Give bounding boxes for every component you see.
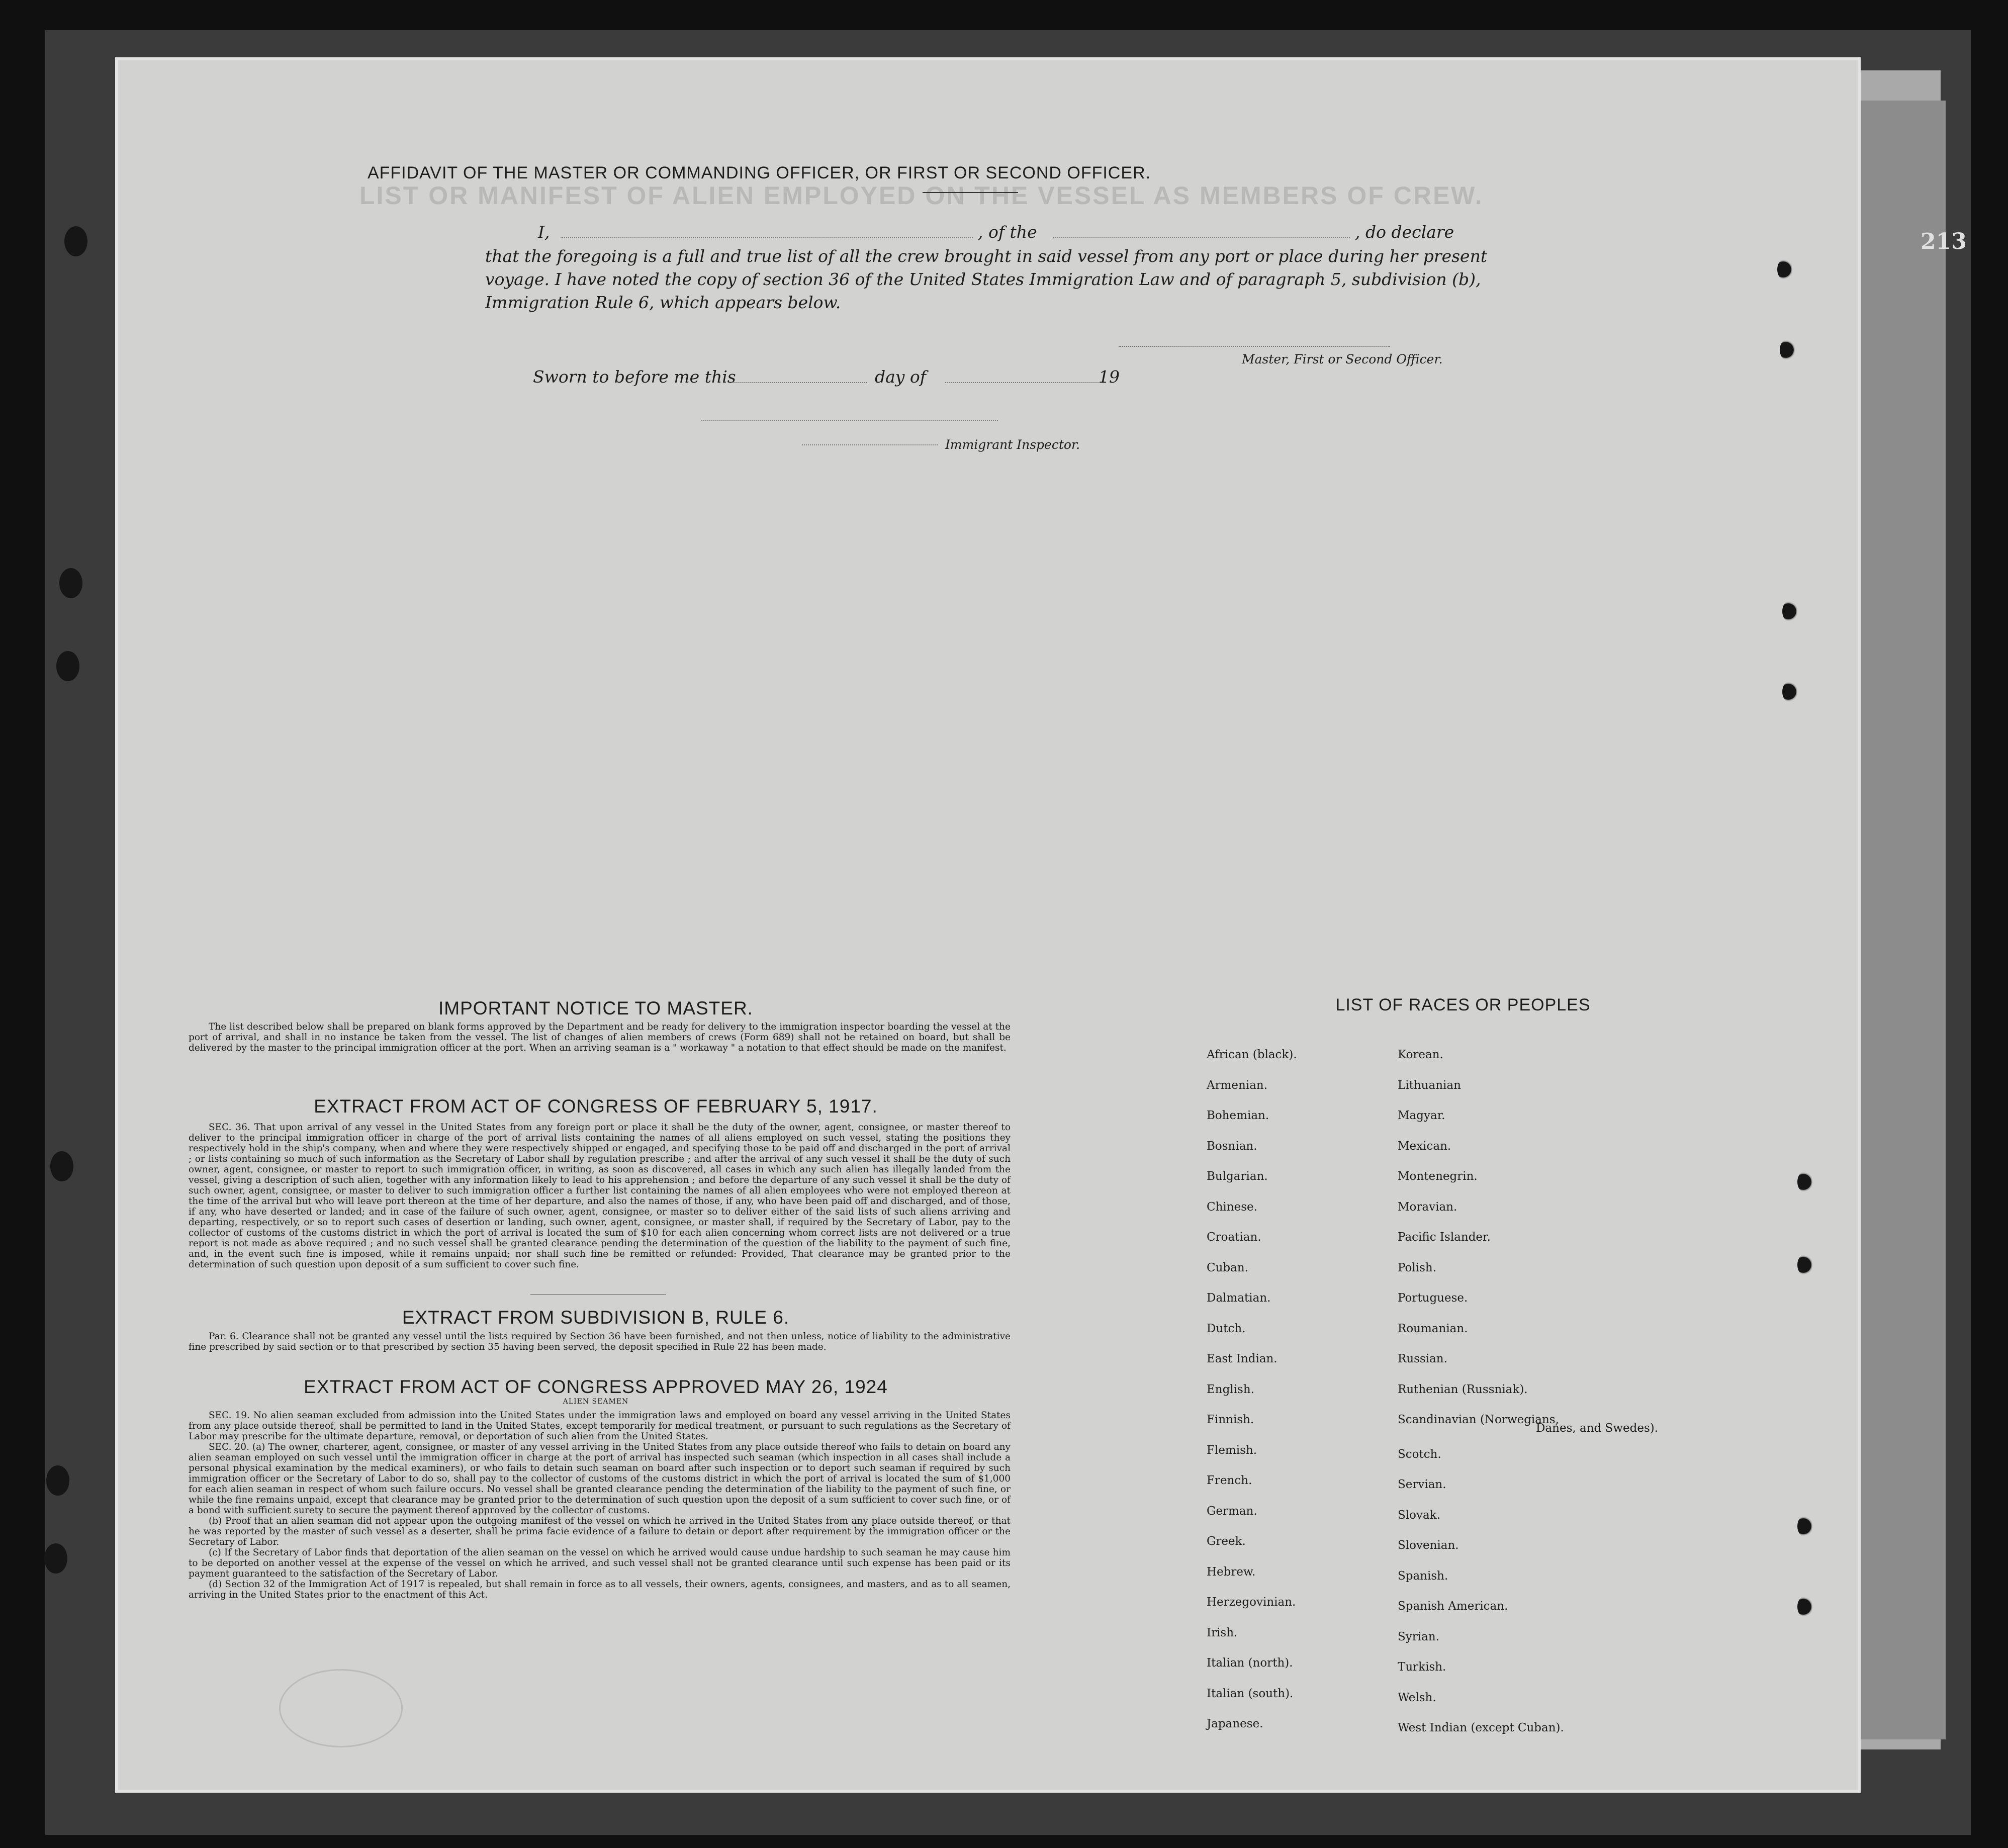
binder-hole-icon	[1782, 601, 1797, 622]
race-item: Italian (north).	[1207, 1656, 1293, 1670]
race-item: Scotch.	[1398, 1448, 1441, 1461]
inspector-signature-blank	[802, 444, 938, 445]
race-item: Finnish.	[1207, 1413, 1254, 1426]
binder-hole-icon	[56, 651, 79, 681]
race-item: German.	[1207, 1505, 1257, 1518]
binder-hole-icon	[1797, 1596, 1812, 1617]
race-item: Scandinavian (Norwegians,	[1398, 1413, 1559, 1426]
race-item: Ruthenian (Russniak).	[1398, 1383, 1528, 1396]
binder-hole-icon	[1777, 259, 1792, 280]
extract-1917-title: EXTRACT FROM ACT OF CONGRESS OF FEBRUARY 5, 1917.	[314, 1096, 878, 1117]
race-item: Servian.	[1398, 1478, 1446, 1491]
extract-rule6-title: EXTRACT FROM SUBDIVISION B, RULE 6.	[402, 1307, 790, 1328]
race-item: Dalmatian.	[1207, 1291, 1271, 1305]
affidavit-title: AFFIDAVIT OF THE MASTER OR COMMANDING OFFICER, OR FIRST OR SECOND OFFICER.	[367, 163, 1151, 182]
race-item: Korean.	[1398, 1048, 1443, 1061]
race-item: Hebrew.	[1207, 1565, 1256, 1579]
race-item: Slovak.	[1398, 1509, 1440, 1522]
inspector-caption: Immigrant Inspector.	[945, 437, 1080, 452]
binder-hole-icon	[46, 1465, 69, 1496]
race-item: Montenegrin.	[1398, 1170, 1478, 1183]
notice-title: IMPORTANT NOTICE TO MASTER.	[438, 998, 753, 1019]
race-item: Slovenian.	[1398, 1539, 1459, 1552]
race-item: Chinese.	[1207, 1200, 1257, 1214]
sworn-month-blank	[945, 382, 1106, 383]
sworn-day-blank	[732, 382, 867, 383]
vessel-blank	[1053, 237, 1350, 238]
extract-1924-title: EXTRACT FROM ACT OF CONGRESS APPROVED MAY 26, 1924	[304, 1376, 888, 1397]
race-item: Bulgarian.	[1207, 1170, 1268, 1183]
signature-blank	[1119, 346, 1390, 347]
extract-1924-subtitle: ALIEN SEAMEN	[563, 1398, 629, 1406]
bleed-through-heading: LIST OR MANIFEST OF ALIEN EMPLOYED ON THE VESSEL AS MEMBERS OF CREW.	[359, 181, 1484, 210]
inspector-line	[701, 420, 998, 421]
race-item: Mexican.	[1398, 1140, 1451, 1153]
race-item: Moravian.	[1398, 1200, 1457, 1214]
affidavit-i: I,	[538, 222, 550, 242]
year-prefix: 19	[1099, 367, 1120, 387]
affidavit-declare: , do declare	[1355, 222, 1454, 242]
race-item: Cuban.	[1207, 1261, 1248, 1274]
race-item: Herzegovinian.	[1207, 1596, 1296, 1609]
race-item: Spanish.	[1398, 1569, 1448, 1583]
races-title: LIST OF RACES OR PEOPLES	[1335, 995, 1591, 1014]
race-item: Turkish.	[1398, 1660, 1446, 1674]
name-blank	[561, 237, 973, 238]
race-item: Flemish.	[1207, 1444, 1257, 1457]
extract-1924-text: SEC. 19. No alien seaman excluded from admission into the United States under the immigration laws and employed on board any vessel arriving in the United States from any place outside thereof, shall be permitted to land in the United States, except temporarily for medical treatment, or pursuant to such regulations as the Secretary of Labor may prescribe for the ultimate departure, removal, or deportation of such alien from the United States. SEC. 20. (a) The owner, charterer, agent, consignee, or master of any vessel arriving in the United States from any place outside thereof who fails to detain on board any alien seaman employed on such vessel until the immigration officer in charge at the port of arrival has inspected such seaman (which inspection in all cases shall include a personal physical examination by the medical examiners), or who fails to detain such seaman on board after such inspection or to deport such seaman if required by such immigration officer or the Secretary of Labor to do so, shall pay to the collector of customs of the customs district in which the port of arrival is located the sum of $1,000 for each alien seaman in respect of whom such failure occurs. No vessel shall be granted clearance pending the determination of the liability to the payment of such fine, or while the fine remains unpaid, except that clearance may be granted prior to the determination of such question upon the deposit of a sum sufficient to cover such fine, or of a bond with sufficient surety to secure the payment thereof approved by the collector of customs. (b) Proof that an alien seaman did not appear upon the outgoing manifest of the vessel on which he arrived in the United States from any place outside thereof, or that he was reported by the master of such vessel as a deserter, shall be prima facie evidence of a failure to detain or deport after requirement by the immigration officer or the Secretary of Labor. (c) If the Secretary of Labor finds that deportation of the alien seaman on the vessel on which he arrived would cause undue hardship to such seaman he may cause him to be deported on another vessel at the expense of the vessel on which he arrived, and such vessel shall not be granted clearance until such expense has been paid or its payment guaranteed to the satisfaction of the Secretary of Labor. (d) Section 32 of the Immigration Act of 1917 is repealed, but shall remain in force as to all vessels, their owners, agents, consignees, and masters, and as to all seamen, arriving in the United States prior to the enactment of this Act.	[189, 1410, 1011, 1600]
race-item: Bohemian.	[1207, 1109, 1269, 1122]
race-item: Spanish American.	[1398, 1600, 1508, 1613]
race-item: Pacific Islander.	[1398, 1231, 1491, 1244]
binder-hole-icon	[1797, 1516, 1812, 1537]
race-item: East Indian.	[1207, 1352, 1277, 1365]
race-item: Dutch.	[1207, 1322, 1246, 1335]
race-item: Roumanian.	[1398, 1322, 1468, 1335]
affidavit-line-3: voyage. I have noted the copy of section 36 of the United States Immigration Law and of paragraph 5, subdivision (b),	[485, 269, 1481, 289]
race-item: Polish.	[1398, 1261, 1437, 1274]
title-underline	[923, 192, 1018, 193]
binder-hole-icon	[1782, 681, 1797, 702]
race-item: Portuguese.	[1398, 1291, 1468, 1305]
extract-1917-text: SEC. 36. That upon arrival of any vessel in the United States from any foreign port or place it shall be the duty of the owner, agent, consignee, or master thereof to deliver to the principal immigration officer in charge of the port of arrival lists containing the names of all aliens employed on such vessel, stating the positions they respectively hold in the ship's company, when and where they were respectively shipped or engaged, and specifying those to be paid off and discharged in the port of arrival ; or lists containing so much of such information as the Secretary of Labor shall by regulation prescribe ; and after the arrival of any such vessel it shall be the duty of such owner, agent, consignee, or master to report to such immigration officer, in writing, as soon as discovered, all cases in which any such alien has illegally landed from the vessel, giving a description of such alien, together with any information likely to lead to his apprehension ; and before the departure of any such vessel it shall be the duty of such owner, agent, consignee, or master to deliver to such immigration officer a further list containing the names of all alien employees who were not employed thereon at the time of the arrival but who will leave port thereon at the time of her departure, and also the names of those, if any, who have been paid off and discharged, and of those, if any, who have deserted or landed; and in case of the failure of such owner, agent, consignee, or master so to deliver either of the said lists of such aliens arriving and departing, respectively, or so to report such cases of desertion or landing, such owner, agent, consignee, or master shall, if required by the Secretary of Labor, pay to the collector of customs of the customs district in which the port of arrival is located the sum of $10 for each alien concerning whom correct lists are not delivered or a true report is not made as above required ; and no such vessel shall be granted clearance pending the determination of the question of the liability to the payment of such fine, and, in the event such fine is imposed, while it remains unpaid; nor shall such fine be remitted or refunded: Provided, That clearance may be granted prior to the determination of such question upon deposit of a sum sufficient to cover such fine.	[189, 1122, 1011, 1270]
faded-stamp	[279, 1669, 403, 1747]
race-item: English.	[1207, 1383, 1254, 1396]
race-continuation: Danes, and Swedes).	[1536, 1422, 1659, 1435]
binder-hole-icon	[59, 568, 82, 598]
affidavit-line-4: Immigration Rule 6, which appears below.	[485, 293, 841, 312]
race-item: French.	[1207, 1474, 1252, 1487]
sworn-text: Sworn to before me this	[533, 367, 736, 387]
day-of-text: day of	[875, 367, 927, 387]
race-item: Russian.	[1398, 1352, 1447, 1365]
race-item: Armenian.	[1207, 1079, 1268, 1092]
race-item: Magyar.	[1398, 1109, 1445, 1122]
master-caption: Master, First or Second Officer.	[1242, 352, 1443, 366]
binder-hole-icon	[64, 226, 87, 256]
race-item: African (black).	[1207, 1048, 1297, 1061]
extract-rule6-text: Par. 6. Clearance shall not be granted any vessel until the lists required by Section 36 have been furnished, and not then unless, notice of liability to the administrative fine prescribed by said section or to that prescribed by section 35 having been served, the deposit specified in Rule 22 has been made.	[189, 1331, 1011, 1352]
race-item: Lithuanian	[1398, 1079, 1461, 1092]
race-item: Japanese.	[1207, 1717, 1263, 1730]
document-page	[118, 60, 1858, 1790]
affidavit-of-the: , of the	[978, 222, 1037, 242]
race-item: Greek.	[1207, 1535, 1246, 1548]
race-item: West Indian (except Cuban).	[1398, 1721, 1564, 1734]
race-item: Italian (south).	[1207, 1687, 1294, 1700]
binder-hole-icon	[1797, 1171, 1812, 1192]
race-item: Bosnian.	[1207, 1140, 1257, 1153]
race-item: Irish.	[1207, 1626, 1238, 1639]
race-item: Welsh.	[1398, 1691, 1436, 1704]
binder-hole-icon	[1780, 339, 1795, 360]
binder-hole-icon	[44, 1543, 67, 1574]
binder-hole-icon	[1797, 1254, 1812, 1275]
race-item: Croatian.	[1207, 1231, 1261, 1244]
affidavit-line-2: that the foregoing is a full and true list of all the crew brought in said vessel from any port or place during her present	[485, 246, 1488, 266]
notice-text: The list described below shall be prepared on blank forms approved by the Department and be ready for delivery to the immigration inspector boarding the vessel at the port of arrival, and shall in no instance be taken from the vessel. The list of changes of alien members of crews (Form 689) shall not be retained on board, but shall be delivered by the master to the principal immigration officer at the port. When an arriving seaman is a " workaway " a notation to that effect should be made on the manifest.	[189, 1022, 1011, 1053]
binder-hole-icon	[50, 1151, 73, 1181]
race-item: Syrian.	[1398, 1630, 1439, 1643]
page-number: 213	[1921, 229, 1967, 254]
